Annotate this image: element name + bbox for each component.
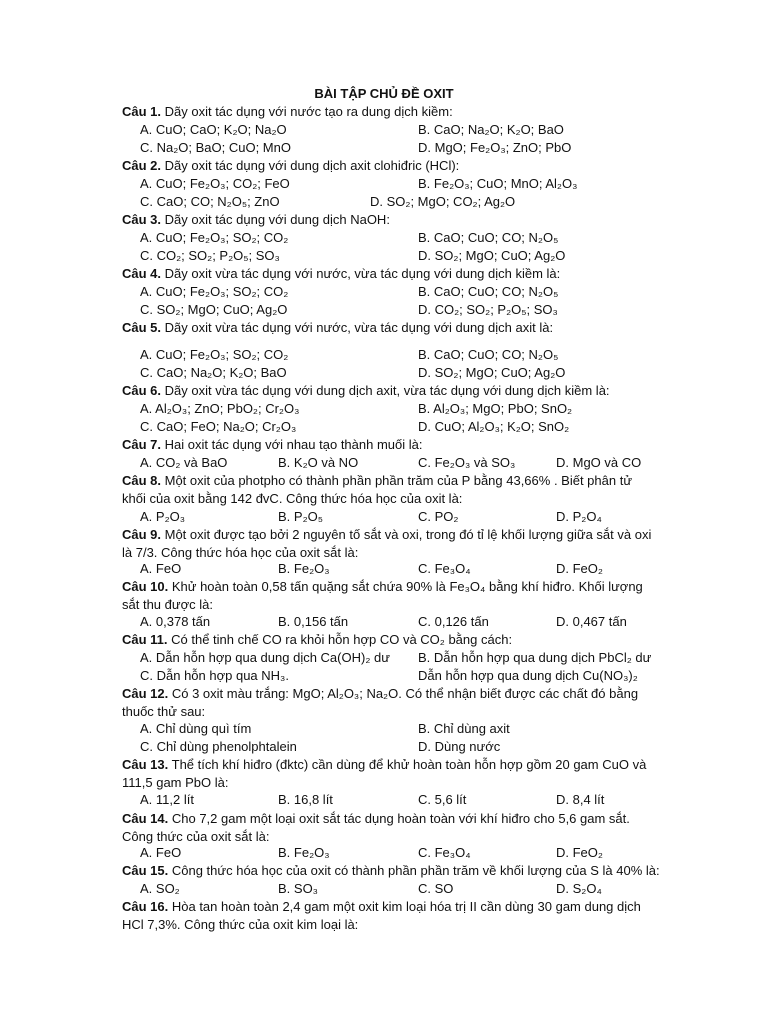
option-a: A. CO₂ và BaO [140,455,228,470]
question-16 [122,898,652,934]
option-a: A. SO₂ [140,881,180,896]
question-text: Một oxit được tạo bởi 2 nguyên tố sắt và oxi, trong đó tỉ lệ khối lượng giữa sắt và oxi là 7/3. Công thức hóa học của oxit sắt là: [122,527,652,560]
option-b: B. CaO; CuO; CO; N₂O₅ [418,347,559,362]
option-b: B. Dẫn hỗn hợp qua dung dịch PbCl₂ dư [418,650,652,665]
option-b: B. 0,156 tấn [278,614,349,629]
question-5 [122,320,553,335]
option-b: B. CaO; Na₂O; K₂O; BaO [418,122,564,137]
option-d: D. MgO; Fe₂O₃; ZnO; PbO [418,140,572,155]
option-a: A. CuO; Fe₂O₃; SO₂; CO₂ [140,284,289,299]
option-a: A. CuO; CaO; K₂O; Na₂O [140,122,287,137]
question-text: Dãy oxit tác dụng với nước tạo ra dung dịch kiềm: [161,104,453,119]
question-number: Câu 7. [122,437,162,452]
option-b: B. Al₂O₃; MgO; PbO; SnO₂ [418,401,573,416]
option-a: A. FeO [140,561,182,576]
option-b: B. Fe₂O₃ [278,561,330,576]
question-text: Dãy oxit tác dụng với dung dịch NaOH: [161,212,390,227]
question-text: Dãy oxit vừa tác dụng với nước, vừa tác dụng với dung dịch axit là: [161,320,554,335]
question-text: Hai oxit tác dụng với nhau tạo thành muối là: [161,437,423,452]
option-b: B. P₂O₅ [278,509,323,524]
option-d: D. S₂O₄ [556,881,602,896]
option-c: C. 5,6 lít [418,792,467,807]
option-b: B. Chỉ dùng axit [418,721,510,736]
option-d: D. Dùng nước [418,739,501,754]
option-d: D. SO₂; MgO; CO₂; Ag₂O [370,194,516,209]
option-a: A. CuO; Fe₂O₃; SO₂; CO₂ [140,347,289,362]
question-12 [122,685,652,721]
option-a: A. CuO; Fe₂O₃; CO₂; FeO [140,176,290,191]
question-15 [122,863,660,878]
question-number: Câu 1. [122,104,162,119]
option-d: D. CO₂; SO₂; P₂O₅; SO₃ [418,302,558,317]
option-a: A. FeO [140,845,182,860]
question-9 [122,526,652,562]
option-c: C. SO₂; MgO; CuO; Ag₂O [140,302,288,317]
question-text: Dãy oxit vừa tác dụng với nước, vừa tác dụng với dung dịch kiềm là: [161,266,561,281]
question-number: Câu 13. [122,757,169,772]
question-number: Câu 3. [122,212,162,227]
question-text: Có thể tinh chế CO ra khỏi hỗn hợp CO và CO₂ bằng cách: [167,632,513,647]
option-c: C. Dẫn hỗn hợp qua NH₃. [140,668,289,683]
question-number: Câu 16. [122,899,169,914]
question-text: Dãy oxit vừa tác dụng với dung dịch axit, vừa tác dụng với dung dịch kiềm là: [161,383,610,398]
question-text: Một oxit của photpho có thành phần phần trăm của P bằng 43,66% . Biết phân tử khối của oxit bằng 142 đvC. Công thức hóa học của oxit là: [122,473,633,506]
option-b: B. SO₃ [278,881,318,896]
option-d: D. FeO₂ [556,561,603,576]
option-a: A. CuO; Fe₂O₃; SO₂; CO₂ [140,230,289,245]
option-c: C. CaO; CO; N₂O₅; ZnO [140,194,280,209]
option-c: C. Chỉ dùng phenolphtalein [140,739,297,754]
option-c: C. Na₂O; BaO; CuO; MnO [140,140,291,155]
option-b: B. K₂O và NO [278,455,359,470]
option-b: B. CaO; CuO; CO; N₂O₅ [418,230,559,245]
question-text: Thể tích khí hiđro (đktc) cần dùng để khử hoàn toàn hỗn hợp gồm 20 gam CuO và 111,5 gam PbO là: [122,757,647,790]
question-number: Câu 15. [122,863,169,878]
option-d: D. SO₂; MgO; CuO; Ag₂O [418,248,566,263]
option-d: D. 0,467 tấn [556,614,627,629]
option-a: A. Al₂O₃; ZnO; PbO₂; Cr₂O₃ [140,401,300,416]
question-8 [122,472,652,508]
option-b: B. CaO; CuO; CO; N₂O₅ [418,284,559,299]
option-a: A. 11,2 lít [140,792,194,807]
option-d: D. MgO và CO [556,455,642,470]
option-a: A. P₂O₃ [140,509,186,524]
option-d: D. SO₂; MgO; CuO; Ag₂O [418,365,566,380]
question-text: Có 3 oxit màu trắng: MgO; Al₂O₃; Na₂O. Có thể nhận biết được các chất đó bằng thuốc thử sau: [122,686,639,719]
question-11 [122,632,512,647]
option-a: A. Dẫn hỗn hợp qua dung dịch Ca(OH)₂ dư [140,650,390,665]
option-a: A. Chỉ dùng quì tím [140,721,252,736]
option-d: D. CuO; Al₂O₃; K₂O; SnO₂ [418,419,570,434]
question-4 [122,266,560,281]
option-b: B. Fe₂O₃ [278,845,330,860]
option-d: D. P₂O₄ [556,509,602,524]
question-10 [122,578,652,614]
question-text: Hòa tan hoàn toàn 2,4 gam một oxit kim loại hóa trị II cần dùng 30 gam dung dịch HCl 7,3%. Công thức của oxit kim loại là: [122,899,641,932]
option-d: D. FeO₂ [556,845,603,860]
option-b: B. 16,8 lít [278,792,333,807]
option-c: C. PO₂ [418,509,459,524]
question-13 [122,756,652,792]
question-2 [122,158,459,173]
question-number: Câu 12. [122,686,169,701]
question-text: Dãy oxit tác dụng với dung dịch axit clohiđric (HCl): [161,158,460,173]
option-b: B. Fe₂O₃; CuO; MnO; Al₂O₃ [418,176,578,191]
option-c: C. Fe₃O₄ [418,561,471,576]
question-3 [122,212,390,227]
question-7 [122,437,422,452]
question-number: Câu 4. [122,266,162,281]
option-c: C. CaO; Na₂O; K₂O; BaO [140,365,287,380]
option-c: C. CO₂; SO₂; P₂O₅; SO₃ [140,248,280,263]
option-a: A. 0,378 tấn [140,614,211,629]
question-number: Câu 11. [122,632,168,647]
option-c: C. CaO; FeO; Na₂O; Cr₂O₃ [140,419,297,434]
option-c: C. Fe₃O₄ [418,845,471,860]
question-text: Cho 7,2 gam một loại oxit sắt tác dụng hoàn toàn với khí hiđro cho 5,6 gam sắt. Công thức của oxit sắt là: [122,811,630,844]
question-14 [122,810,652,846]
question-number: Câu 10. [122,579,169,594]
option-c: C. 0,126 tấn [418,614,489,629]
question-number: Câu 5. [122,320,162,335]
question-number: Câu 14. [122,811,169,826]
option-c: C. Fe₂O₃ và SO₃ [418,455,516,470]
question-number: Câu 9. [122,527,162,542]
page-title: BÀI TẬP CHỦ ĐỀ OXIT [314,86,454,101]
option-d: Dẫn hỗn hợp qua dung dịch Cu(NO₃)₂ [418,668,638,683]
question-number: Câu 8. [122,473,162,488]
option-c: C. SO [418,881,454,896]
question-6 [122,383,610,398]
question-1 [122,104,453,119]
question-text: Công thức hóa học của oxit có thành phần phần trăm về khối lượng của S là 40% là: [168,863,660,878]
question-number: Câu 2. [122,158,162,173]
question-text: Khử hoàn toàn 0,58 tấn quặng sắt chứa 90% là Fe₃O₄ bằng khí hiđro. Khối lượng sắt thu được là: [122,579,643,612]
question-number: Câu 6. [122,383,162,398]
option-d: D. 8,4 lít [556,792,605,807]
